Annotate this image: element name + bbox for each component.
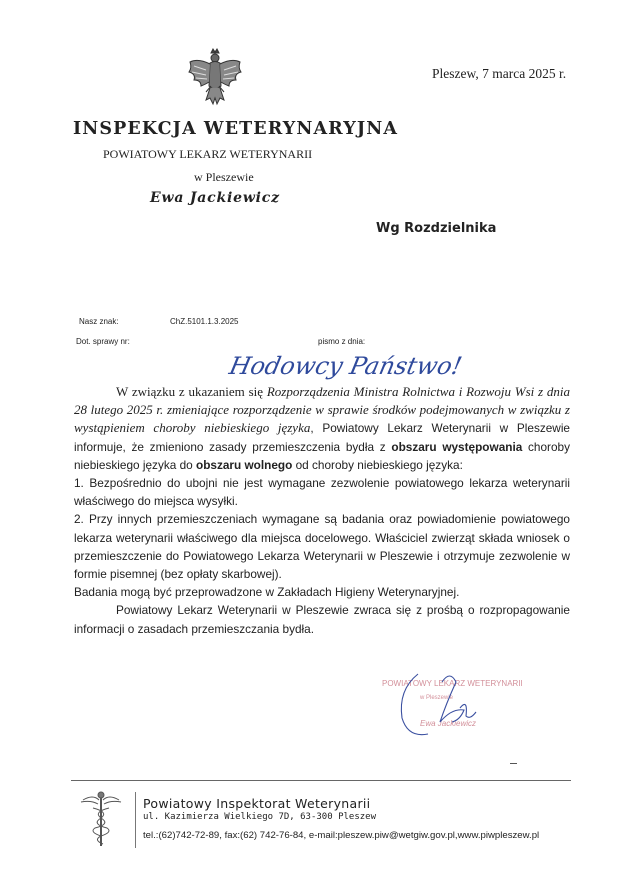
office-town: w Pleszewie <box>194 170 254 184</box>
divider <box>510 763 517 764</box>
body-paragraph-3: Badania mogą być przeprowadzone w Zakładach Higieny Weterynaryjnej. <box>74 585 460 600</box>
official-stamp-signature <box>380 668 530 746</box>
footer-contact: tel.:(62)742-72-89, fax:(62) 742-76-84, e-mail:pleszew.piw@wetgiw.gov.pl,www.piwpleszew.pl <box>143 830 540 841</box>
our-ref-label: Nasz znak: <box>79 317 119 326</box>
caduceus-logo-icon <box>77 788 125 850</box>
office-name: POWIATOWY LEKARZ WETERYNARII <box>103 147 313 161</box>
list-item-2: 2. Przy innych przemieszczeniach wymagane są badania oraz powiadomienie powiatowego lekarza weterynarii właściwego dla miejsca docelowego. Właściciel zwierząt składa wniosek o przemieszczenie do Powiatowego Lekarza Weterynarii w Pleszewie i otrzymuje zezwolenie w formie pisemnej (bez opłaty skarbowej). <box>74 512 570 582</box>
footer-address: ul. Kazimierza Wielkiego 7D, 63-300 Pleszew <box>143 812 376 822</box>
institution-name: INSPEKCJA WETERYNARYJNA <box>73 119 399 139</box>
footer-divider <box>135 792 136 848</box>
letter-body <box>74 383 570 638</box>
body-paragraph-1: W związku z ukazaniem się Rozporządzenia Ministra Rolnictwa i Rozwoju Wsi z dnia 28 lutego 2025 r. zmieniające rozporządzenie w sprawie środków podejmowanych w związku z wystąpieniem choroby niebieskiego języka, Powiatowy Lekarz Weterynarii w Pleszewie informuje, że zmieniono zasady przemieszczenia bydła z obszaru występowania choroby niebieskiego języka do obszaru wolnego od choroby niebieskiego języka: <box>74 384 570 472</box>
footer-institution-name: Powiatowy Inspektorat Weterynarii <box>143 796 371 811</box>
office-head-name: Ewa Jackiewicz <box>150 190 280 206</box>
place-date: Pleszew, 7 marca 2025 r. <box>432 66 567 81</box>
polish-eagle-icon <box>186 48 244 110</box>
letter-date-label: pismo z dnia: <box>318 337 366 346</box>
footer-rule <box>71 780 571 781</box>
list-item-1: 1. Bezpośrednio do ubojni nie jest wymagane zezwolenie powiatowego lekarza weterynarii właściwego do miejsca wysyłki. <box>74 476 570 509</box>
handwritten-salutation-text: Hodowcy Państwo! <box>226 351 465 380</box>
handwritten-salutation <box>225 342 465 387</box>
case-ref-label: Dot. sprawy nr: <box>76 337 130 346</box>
stamp-line-2: w Pleszewie <box>420 695 454 701</box>
body-paragraph-4: Powiatowy Lekarz Weterynarii w Pleszewie zwraca się z prośbą o rozpropagowanie informacji o zasadach przemieszczania bydła. <box>74 603 570 636</box>
stamp-line-1: POWIATOWY LEKARZ WETERYNARII <box>382 679 523 688</box>
our-ref-value: ChZ.5101.1.3.2025 <box>170 317 239 326</box>
recipient: Wg Rozdzielnika <box>376 221 497 236</box>
stamp-line-3: Ewa Jackiewicz <box>420 719 477 728</box>
